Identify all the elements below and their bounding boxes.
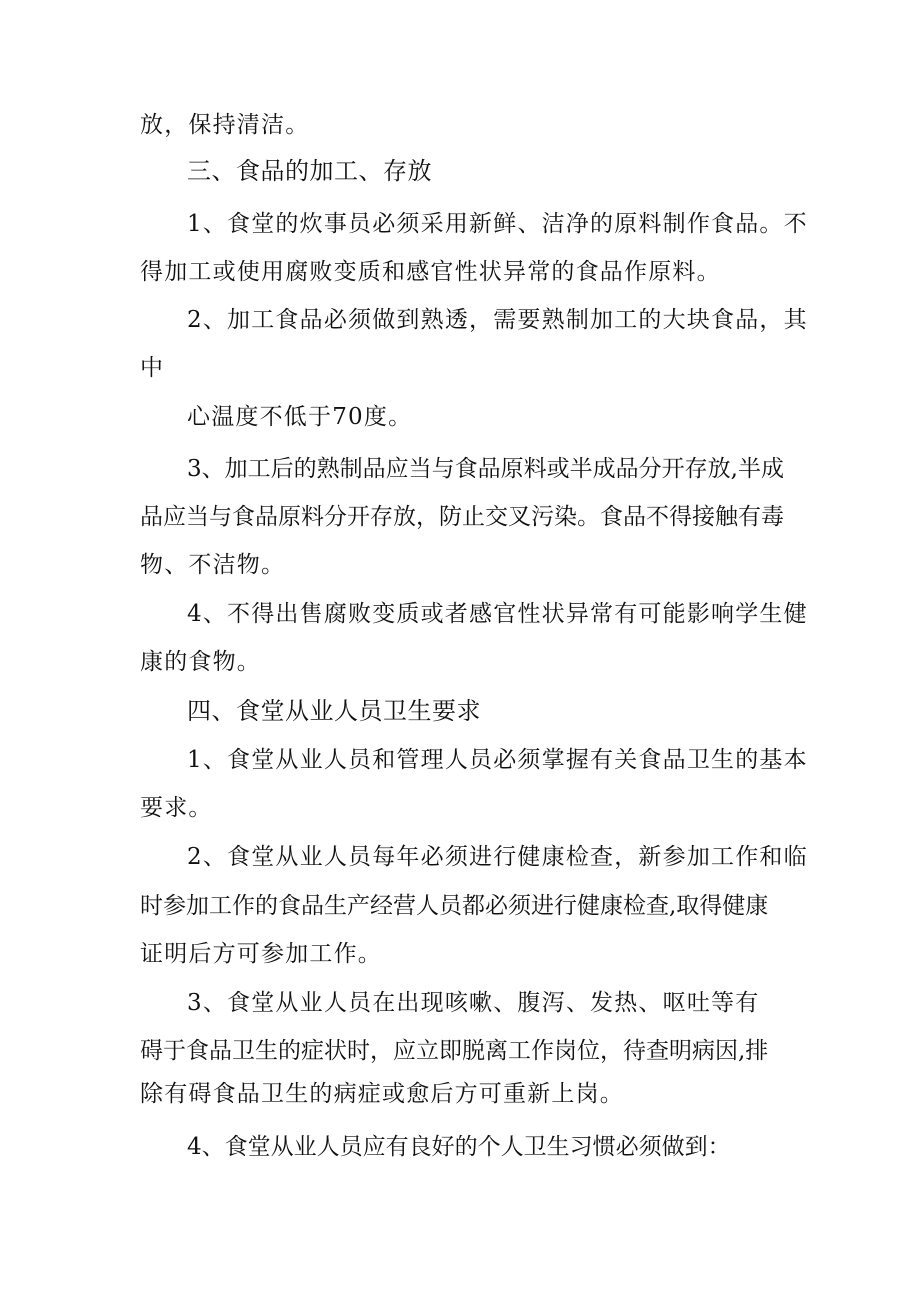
paragraph-line: 1、食堂的炊事员必须采用新鲜、洁净的原料制作食品。不 xyxy=(187,211,808,237)
paragraph-line: 3、食堂从业人员在出现咳嗽、腹泻、发热、呕吐等有 xyxy=(187,990,760,1016)
paragraph-line: 4、不得出售腐败变质或者感官性状异常有可能影响学生健 xyxy=(187,601,808,627)
paragraph-line: 得加工或使用腐败变质和感官性状异常的食品作原料。 xyxy=(140,259,721,285)
paragraph-line: 放，保持清洁。 xyxy=(140,112,310,138)
paragraph-line: 物、不洁物。 xyxy=(140,552,286,578)
paragraph-line: 2、加工食品必须做到熟透，需要熟制加工的大块食品，其 xyxy=(187,307,808,333)
paragraph-line: 碍于食品卫生的症状时，应立即脱离工作岗位，待查明病因,排 xyxy=(140,1038,769,1064)
paragraph-line: 品应当与食品原料分开存放，防止交叉污染。食品不得接触有毒 xyxy=(140,504,784,530)
paragraph-line: 除有碍食品卫生的病症或愈后方可重新上岗。 xyxy=(140,1081,624,1107)
paragraph-line: 1、食堂从业人员和管理人员必须掌握有关食品卫生的基本 xyxy=(187,747,808,773)
paragraph-line: 3、加工后的熟制品应当与食品原料或半成品分开存放,半成 xyxy=(187,456,784,482)
paragraph-line: 康的食物。 xyxy=(140,649,261,675)
section-heading-3: 三、食品的加工、存放 xyxy=(187,157,432,185)
paragraph-line: 2、食堂从业人员每年必须进行健康检查，新参加工作和临 xyxy=(187,844,808,870)
paragraph-line: 证明后方可参加工作。 xyxy=(140,941,382,967)
paragraph-line: 4、食堂从业人员应有良好的个人卫生习惯必须做到： xyxy=(187,1134,731,1160)
paragraph-line: 心温度不低于70度。 xyxy=(187,404,413,430)
paragraph-line: 要求。 xyxy=(140,795,213,821)
paragraph-line: 时参加工作的食品生产经营人员都必须进行健康检查,取得健康 xyxy=(140,893,769,919)
section-heading-4: 四、食堂从业人员卫生要求 xyxy=(187,697,481,725)
paragraph-line: 中 xyxy=(140,355,165,381)
